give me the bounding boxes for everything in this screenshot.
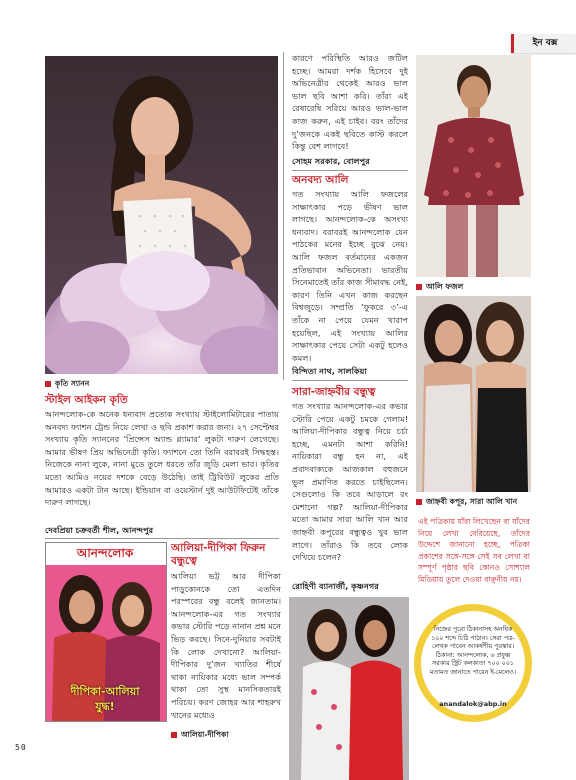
top-continuation-signature: সোহম সরকার, বোলপুর — [292, 156, 370, 166]
contact-badge — [414, 604, 532, 722]
aliya-deepika-photo — [289, 597, 409, 780]
column-divider — [283, 52, 284, 380]
kriti-photo-caption — [45, 379, 89, 389]
ali-caption-text: আলি ফজল — [426, 282, 464, 291]
aliya-letter-body: আলিয়া ভট্ট আর দীপিকা পাড়ুকোনকে তো এতদিন পরস্পরের বন্ধু বলেই জানতাম। আনন্দলোক-এর গত সংখ্যার কভার স্টোরি পড়ে নানান প্রশ্ন মনে ভিড় করছে। সিনে-দুনিয়ার সবটাই কি লোক দেখানো? আলিয়া-দীপিকার দু’জন খ্যাতির শীর্ষে থাকা নায়িকার মধ্যে ভাল সম্পর্ক থাকা তো সুস্থ মানসিকতারই পরিচয়। করণ জোহর আর শাহরুখ খানের মধ্যেও — [171, 571, 281, 720]
janhvi-sara-caption-text: জাহ্নবী কপূর, সারা আলি খান — [426, 497, 518, 506]
aliya-deepika-caption-text: আলিয়া-দীপিকা — [181, 730, 229, 739]
caption-marker — [416, 499, 422, 505]
kriti-letter-signature: দেবপ্রিয়া চক্রবর্তী শীল, আনন্দপুর — [45, 525, 154, 535]
janhvi-sara-photo-caption — [416, 497, 517, 507]
janhvi-sara-illustration — [416, 296, 531, 492]
editor-note: এই পত্রিকায় যাঁরা লিখেছেন বা যাঁদের নিয়ে লেখা বেরিয়েছে, তাঁদের উদ্দেশে জানানো হচ্ছে, পত্রিকা প্রকাশের সঙ্গে-সঙ্গে সেই সব লেখা বা সম্পূর্ণ পৃষ্ঠার ছবি কোনও সোশ্যাল মিডিয়ায় তুলে দেওয়া বাঞ্ছনীয় নয়। — [418, 517, 530, 584]
janhvi-sara-photo — [416, 296, 531, 492]
caption-marker — [45, 381, 51, 387]
contact-email[interactable]: anandalok@abp.in — [439, 700, 507, 708]
section-tag: ইন বক্স — [511, 34, 576, 53]
ali-letter-signature: বিন্দিতা নাথ, সালকিয়া — [292, 366, 367, 376]
page-number: 50 — [15, 743, 27, 752]
cover-headline-2: যুদ্ধ! — [95, 700, 115, 713]
letter-separator — [292, 170, 408, 171]
kriti-letter-title: স্টাইল আইকন কৃতি — [45, 394, 128, 406]
aliya-letter-title: আলিয়া-দীপিকা ফিরুন বন্ধুত্বে — [171, 542, 266, 567]
ali-fazal-photo — [416, 55, 531, 277]
caption-marker — [416, 284, 422, 290]
kriti-caption-text: কৃতি স্যানন — [55, 379, 90, 388]
letter-separator — [45, 538, 279, 539]
ali-fazal-illustration — [416, 55, 531, 277]
kriti-sanon-illustration — [45, 56, 278, 374]
cover-masthead: আনন্দলোক — [76, 546, 134, 560]
kriti-sanon-photo — [45, 56, 278, 374]
kriti-letter-body: আনন্দলোক-কে অনেক ধন্যবাদ প্রত্যেক সংখ্যায় স্টাইলোমিটারের পাতায় অনবদ্য ফ্যাশন ট্রেন্ড নিয়ে লেখা ও ছবি প্রকাশ করার জন্য। ২৭ সেপ্টেম্বর সংখ্যায় কৃতি স্যাননের ‘প্রিন্সেস অ্যান্ড গ্ল্যামার’ লুকটা দারুণ লেগেছে। আমার ভীষণ প্রিয় অভিনেত্রী কৃতি। ফ্যাশনে তো তিনি বরাবরই সিদ্ধহস্ত। নিজেকে নানা লুকে, নানা মুডে তুলে ধরতে তাঁর জুড়ি মেলা ভার। কৃতির মতো আমিও নয়ের দশকে বেড়ে উঠেছি। তাই ট্রিবিউট লুকের প্রতি আমারও একটা টান আছে। ইন্ডিয়ান বা ওয়েস্টার্ন দুই আউটফিটেই তাঁকে দারুণ লাগছে। — [45, 409, 279, 508]
ali-letter-body: গত সংখ্যায় আলি ফজলের সাক্ষাৎকার পড়ে ভীষণ ভাল লাগছে। আনন্দলোক-কে অসংখ্য ধন্যবাদ। বরাবরই আনন্দলোক যেন পাঠকের মনের ইচ্ছে বুঝে নেয়। আলি ফজল বর্তমানের একজন প্রতিভাবান অভিনেতা। ভারতীয় সিনেমাতেই তাঁর কাজ সীমাবদ্ধ নেই, কারণ তিনি এখন কাজ করছেন বিশ্বজুড়ে। সম্প্রতি ‘ফুকরে ৩’-এ তাঁকে না পেয়ে যেমন খারাপ হয়েছিল, এই সংখ্যায় আলির সাক্ষাৎকার পেয়ে সেটা একটু হলেও কমল। — [292, 189, 408, 363]
sara-letter-signature: রোহিণী ব্যানার্জী, কৃষ্ণনগর — [292, 581, 379, 591]
ali-photo-caption — [416, 282, 463, 292]
ali-letter-title: অনবদ্য আলি — [292, 174, 349, 186]
sara-letter-body: গত সংখ্যার আনন্দলোক-এর কভার স্টোরি পেয়ে একটু চমকে গেলাম! আলিয়া-দীপিকার বন্ধুত্ব নিয়ে চর্চা হচ্ছে, এমনটা আশা করিনি! নায়িকারা বন্ধু হন না, এই প্রবাদবাক্যকে আজকাল বহুজনে ভুল প্রমাণিত করতে চাইছিলেন। সেগুলোও কি তবে আড়ালে রং মেশানো গল্প? আলিয়া-দীপিকার মতো আমার সারা আলি খান আর জাহ্নবী কপূরের বন্ধুত্বও খুব ভাল লাগে। তাঁরাও কি তবে লোক দেখিয়ে চলেন? — [292, 401, 408, 563]
caption-marker — [171, 732, 177, 738]
contact-text: নিজের পুরো ঠিকানাসহ অনধিক ১০০ শব্দে চিঠি পাঠান। সেরা পত্র-লেখক পাবেন আকর্ষণীয় পুরস্কার। ঠিকানা: আনন্দলোক, ৬ প্রফুল্ল সরকার স্ট্রিট কলকাতা ৭০০ ০০১ মতামত জানাতে পারেন ই-মেলেও। — [429, 626, 517, 676]
top-continuation-body: কারণে পরিস্থিতি আরও জটিল হচ্ছে। আমরা দর্শক হিসেবে দুই অভিনেত্রীর থেকেই আরও ভাল ভাল ছবি আশা করি। তাঁরা এই রেষারেষি সরিয়ে আরও ভাল-ভাল কাজ করুন, এই চাইব। বরং তাঁদের দু’জনকে একই ছবিতে কাস্ট করলে কিন্তু বেশ লাগবে! — [292, 53, 408, 152]
aliya-deepika-photo-caption — [171, 730, 229, 740]
aliya-deepika-illustration — [289, 597, 409, 780]
cover-headline-1: দীপিকা-আলিয়া — [70, 685, 140, 698]
sara-letter-title: সারা-জাহ্নবীর বন্ধুত্ব — [292, 386, 376, 398]
letter-separator — [292, 380, 408, 381]
